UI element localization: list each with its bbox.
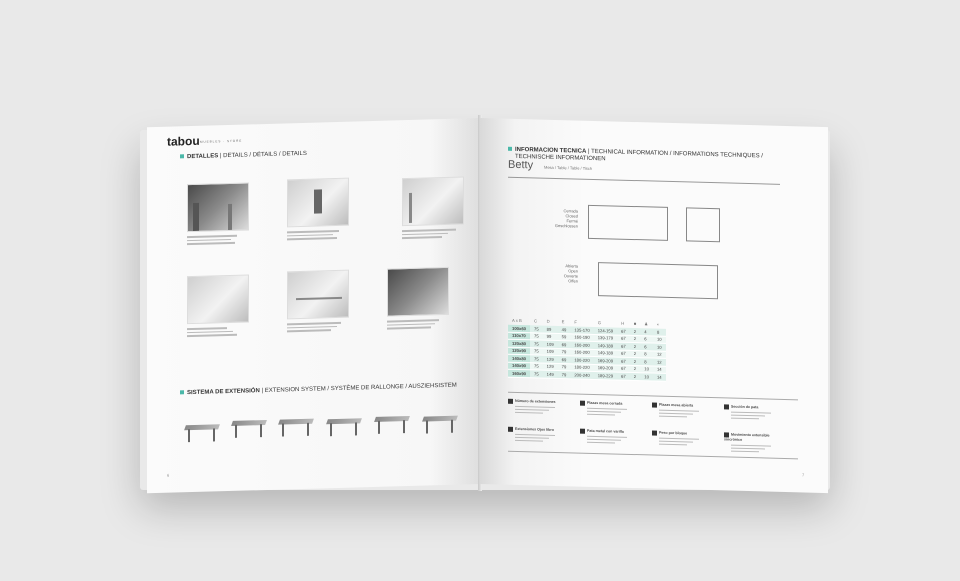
col-header: C bbox=[533, 318, 538, 324]
left-page bbox=[147, 118, 480, 493]
table-cell: 2 bbox=[630, 328, 641, 335]
legend-rule-top bbox=[508, 392, 798, 400]
table-cell: 14 bbox=[653, 366, 666, 374]
table-cell: 75 bbox=[530, 347, 543, 355]
table-cell: 140x90 bbox=[508, 362, 530, 370]
legend-item bbox=[508, 399, 572, 417]
table-cell: 67 bbox=[617, 365, 630, 373]
table-cell: 67 bbox=[617, 350, 630, 358]
legend-title: Número de extensiones bbox=[515, 398, 556, 404]
legend-title: Sección de pata bbox=[731, 404, 759, 410]
product-subtitle: Mesa / Table / Table / Tisch bbox=[544, 164, 593, 171]
table-cell: 8 bbox=[640, 358, 653, 366]
table-cell: 67 bbox=[617, 372, 630, 380]
table-cell: 189-229 bbox=[594, 371, 617, 379]
teal-bullet-icon bbox=[180, 391, 184, 395]
table-cell: 10 bbox=[653, 336, 666, 344]
table-cell: 67 bbox=[617, 328, 630, 335]
detail-caption bbox=[387, 319, 447, 329]
closed-label: Cerrada Closed Fermé Geschlossen bbox=[554, 208, 578, 229]
spec-table bbox=[508, 316, 666, 382]
table-cell: 10 bbox=[653, 343, 666, 351]
table-cell: 149 bbox=[543, 370, 558, 378]
extension-step-1 bbox=[185, 420, 219, 443]
detail-item bbox=[187, 183, 247, 247]
extension-step-2 bbox=[232, 416, 266, 439]
table-cell: 75 bbox=[530, 355, 543, 363]
table-cell: 110x70 bbox=[508, 332, 530, 340]
table-corner-image bbox=[187, 182, 249, 232]
open-seats-col-icon: ◐ bbox=[656, 321, 660, 327]
legend-title: Plazas mesa cerrada bbox=[587, 400, 623, 406]
teal-bullet-icon bbox=[180, 155, 184, 159]
col-header: F bbox=[574, 319, 577, 325]
table-edge-image bbox=[402, 176, 464, 226]
legend-title: Peso por bloque bbox=[659, 430, 688, 436]
table-cell: 135-170 bbox=[570, 326, 593, 334]
legend-title: Pata metal con varilla bbox=[587, 428, 624, 434]
table-cell: 169-209 bbox=[594, 364, 617, 372]
table-cell: 79 bbox=[558, 363, 571, 371]
col-header: G bbox=[597, 320, 601, 326]
table-cell: 49 bbox=[558, 326, 571, 333]
table-cell: 10 bbox=[640, 365, 653, 373]
page-number-right: 7 bbox=[802, 472, 805, 478]
table-cell: 67 bbox=[617, 357, 630, 365]
legend-title: Extensiones Ojos libro bbox=[515, 426, 554, 432]
table-cell: 149-189 bbox=[594, 341, 617, 349]
leg-rail-icon bbox=[580, 429, 585, 434]
detail-caption bbox=[287, 322, 347, 332]
table-cell: 2 bbox=[630, 342, 641, 350]
table-cell: 79 bbox=[558, 371, 571, 379]
table-top-image bbox=[187, 274, 249, 324]
table-cell: 8 bbox=[653, 329, 666, 336]
table-cell: 89 bbox=[543, 326, 558, 333]
table-cell: 75 bbox=[530, 332, 543, 340]
table-cell: 139-179 bbox=[594, 334, 617, 342]
brand-logo: tabou bbox=[167, 133, 200, 149]
table-cell: 75 bbox=[530, 325, 543, 332]
table-leg-image bbox=[287, 178, 349, 228]
legend-item bbox=[652, 431, 716, 449]
table-cell: 160-200 bbox=[570, 348, 593, 356]
extension-step-5 bbox=[375, 412, 409, 435]
table-cell: 100x60 bbox=[508, 325, 530, 333]
table-cell: 6 bbox=[640, 343, 653, 351]
leg-section-icon bbox=[724, 404, 729, 409]
detail-item bbox=[402, 177, 462, 241]
table-cell: 75 bbox=[530, 362, 543, 370]
detail-caption bbox=[287, 230, 347, 240]
legend-title: Plazas mesa abierta bbox=[659, 402, 694, 408]
detail-item bbox=[287, 178, 347, 242]
detail-caption bbox=[402, 229, 462, 239]
table-cell: 120x90 bbox=[508, 347, 530, 355]
legend-title: Movimiento extensible sincrónico bbox=[724, 432, 770, 442]
table-cell: 180-220 bbox=[570, 356, 593, 364]
person-closed-icon bbox=[580, 401, 585, 406]
table-cell: 67 bbox=[617, 342, 630, 350]
legend-item bbox=[724, 432, 788, 454]
table-cell: 12 bbox=[653, 351, 666, 359]
col-header: D bbox=[546, 318, 550, 324]
table-cell: 160-200 bbox=[570, 341, 593, 349]
details-heading: DETALLES | DETAILS / DÉTAILS / DETAILS bbox=[180, 151, 307, 161]
closed-front-drawing bbox=[588, 205, 668, 241]
table-cell: 2 bbox=[630, 335, 641, 343]
extension-step-6 bbox=[423, 412, 457, 435]
legend-item bbox=[652, 403, 716, 421]
detail-caption bbox=[187, 327, 247, 337]
page-number-left: 6 bbox=[167, 472, 170, 478]
legend-item bbox=[508, 427, 572, 445]
weight-icon bbox=[652, 431, 657, 436]
table-cell: 99 bbox=[543, 333, 558, 341]
tech-heading-line2: TECHNISCHE INFORMATIONEN bbox=[515, 153, 606, 163]
table-cell: 200-240 bbox=[570, 371, 593, 379]
closed-side-drawing bbox=[686, 207, 720, 242]
extension-step-3 bbox=[279, 415, 313, 438]
table-cell: 129 bbox=[543, 355, 558, 363]
table-cell: 160x90 bbox=[508, 369, 530, 377]
legend-item bbox=[580, 401, 644, 419]
table-cell: 2 bbox=[630, 372, 641, 380]
person-open-icon bbox=[652, 403, 657, 408]
extension-flip-icon bbox=[508, 427, 513, 432]
col-header: E bbox=[561, 319, 565, 325]
table-cell: 109 bbox=[543, 340, 558, 348]
tech-heading: INFORMACION TECNICA | TECHNICAL INFORMATION / INFORMATIONS TECHNIQUES / bbox=[508, 147, 763, 160]
open-front-drawing bbox=[598, 262, 718, 299]
detail-item bbox=[387, 267, 447, 331]
detail-item bbox=[187, 275, 247, 339]
table-cell: 14 bbox=[653, 373, 666, 381]
table-cell: 12 bbox=[653, 358, 666, 366]
table-cell: 180-220 bbox=[570, 363, 593, 371]
table-cell: 2 bbox=[630, 350, 641, 358]
legend-item bbox=[724, 404, 788, 422]
table-cell: 169-209 bbox=[594, 356, 617, 364]
legend-item bbox=[580, 429, 644, 447]
product-name: Betty bbox=[508, 158, 534, 172]
col-header: A x B bbox=[512, 317, 522, 324]
extension-mechanism-image bbox=[387, 267, 449, 317]
table-cell: 4 bbox=[640, 328, 653, 335]
open-label: Abierta Open Ouverte Offen bbox=[563, 263, 578, 284]
table-cell: 75 bbox=[530, 370, 543, 378]
extension-step-4 bbox=[327, 414, 361, 437]
table-cell: 129 bbox=[543, 363, 558, 371]
table-cell: 59 bbox=[558, 333, 571, 341]
right-page bbox=[480, 118, 828, 493]
table-cell: 140x80 bbox=[508, 354, 530, 362]
table-cell: 67 bbox=[617, 335, 630, 343]
table-cell: 8 bbox=[640, 350, 653, 358]
table-cell: 6 bbox=[640, 335, 653, 343]
title-rule bbox=[508, 177, 780, 185]
table-cell: 120x80 bbox=[508, 339, 530, 347]
brand-logo-sub: MUEBLES · STORE bbox=[200, 138, 243, 144]
col-header: H bbox=[621, 320, 625, 326]
table-cell: 2 bbox=[630, 357, 641, 365]
table-cell: 124-159 bbox=[594, 327, 617, 335]
table-cell: 69 bbox=[558, 341, 571, 349]
table-cell: 149-189 bbox=[594, 349, 617, 357]
table-cell: 160-190 bbox=[570, 333, 593, 341]
table-cell: 109 bbox=[543, 348, 558, 356]
teal-bullet-icon bbox=[508, 147, 512, 151]
table-cell: 75 bbox=[530, 340, 543, 348]
detail-item bbox=[287, 270, 347, 334]
table-cell: 69 bbox=[558, 356, 571, 364]
table-cell: 10 bbox=[640, 373, 653, 381]
table-rail-image bbox=[287, 270, 349, 320]
table-cell: 79 bbox=[558, 348, 571, 356]
extensions-count-icon bbox=[508, 399, 513, 404]
detail-caption bbox=[187, 235, 247, 245]
person-col-icon: ♟ bbox=[644, 321, 649, 327]
extensions-col-icon: ■ bbox=[633, 321, 637, 327]
table-cell: 2 bbox=[630, 365, 641, 373]
extension-heading: SISTEMA DE EXTENSIÓN | EXTENSION SYSTEM / SYSTÈME DE RALLONGE / AUSZIEHSISTEM bbox=[180, 383, 457, 397]
